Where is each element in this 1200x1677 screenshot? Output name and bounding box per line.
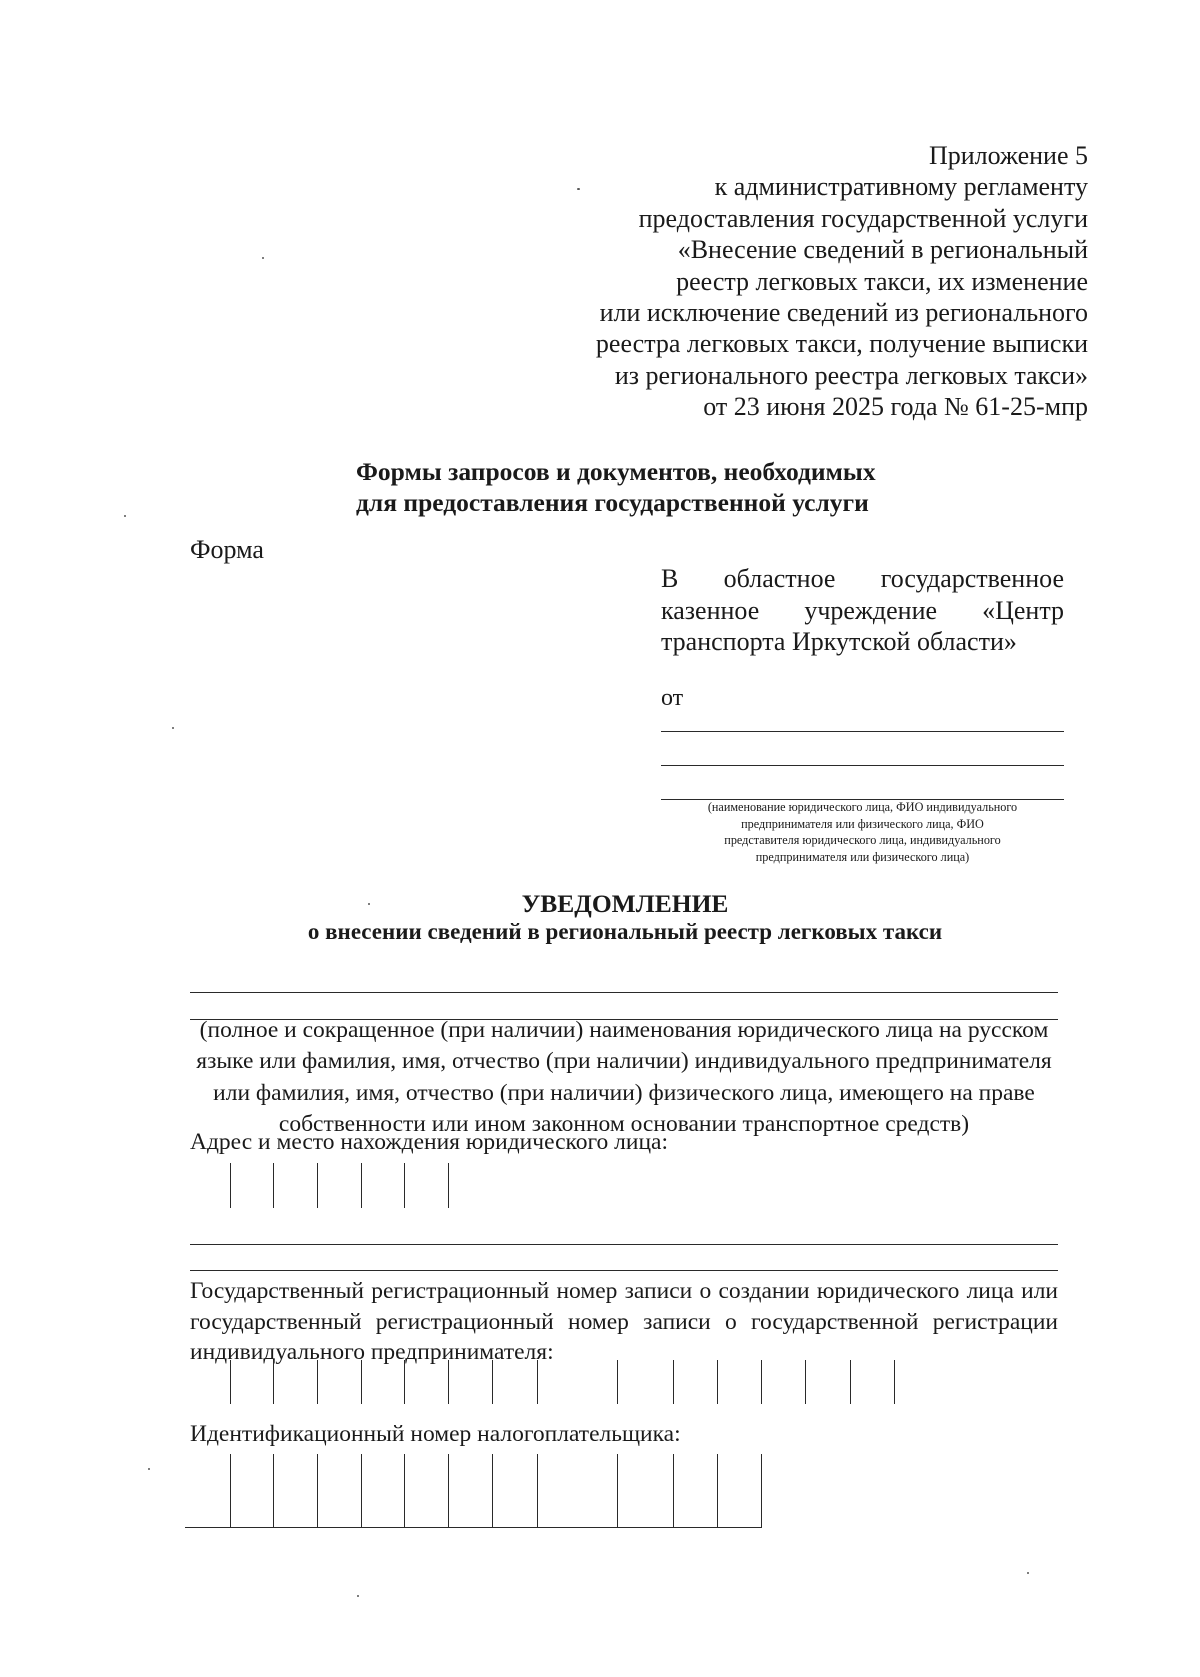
inn-baseline [185,1527,762,1528]
ogrn-label-line: Государственный регистрационный номер записи о создании юридического лица или [190,1278,1058,1304]
applicant-line-1[interactable] [661,731,1064,732]
cell-divider [537,1360,538,1404]
cell-divider [492,1360,493,1404]
ogrn-label [190,1276,1058,1368]
cell-divider [273,1360,274,1404]
cell-divider [317,1163,318,1208]
caption-line: представителя юридического лица, индивидуального [724,833,1001,847]
cell-divider [761,1360,762,1404]
scan-speck [148,1468,150,1470]
cell-divider [361,1360,362,1404]
cell-divider [273,1454,274,1527]
cell-divider [717,1360,718,1404]
cell-divider [230,1454,231,1527]
document-title-line: для предоставления государственной услуги [356,488,869,517]
caption-line: собственности или ином законном основании транспортное средств) [278,1111,970,1138]
address-label: Адрес и место нахождения юридического лица: [190,1129,669,1155]
appendix-line: «Внесение сведений в региональный [677,235,1088,265]
appendix-line: из регионального реестра легковых такси» [614,360,1088,390]
caption-line: языке или фамилия, имя, отчество (при наличии) индивидуального предпринимателя [196,1048,1052,1075]
applicant-caption [661,799,1064,865]
caption-line: предпринимателя или физического лица) [755,849,970,864]
appendix-line: Приложение 5 [928,141,1088,170]
cell-divider [448,1163,449,1208]
scan-speck [262,257,264,259]
cell-divider [317,1454,318,1527]
cell-divider [404,1454,405,1527]
cell-divider [761,1454,762,1527]
cell-divider [673,1360,674,1404]
appendix-header [596,140,1088,423]
cell-divider [404,1163,405,1208]
addressee-line: казенное учреждение «Центр [661,595,1064,625]
cell-divider [448,1360,449,1404]
form-label: Форма [190,535,264,564]
cell-divider [317,1360,318,1404]
cell-divider [537,1454,538,1527]
cell-divider [361,1454,362,1527]
cell-divider [404,1360,405,1404]
scan-speck [1027,1572,1029,1574]
cell-divider [448,1454,449,1527]
document-title [356,456,876,518]
cell-divider [805,1360,806,1404]
cell-divider [617,1360,618,1404]
cell-divider [273,1163,274,1208]
cell-divider [230,1163,231,1208]
address-line-2[interactable] [190,1270,1058,1271]
appendix-line: реестр легковых такси, их изменение [676,266,1088,296]
caption-line: предпринимателя или физического лица, ФИО [741,816,984,831]
cell-divider [717,1454,718,1527]
cell-divider [673,1454,674,1527]
appendix-line: реестра легковых такси, получение выписки [595,329,1088,359]
scan-speck [172,727,174,729]
document-title-line: Формы запросов и документов, необходимых [356,457,876,486]
appendix-line: от 23 июня 2025 года № 61-25-мпр [703,392,1088,422]
appendix-line: к административному регламенту [714,172,1088,202]
ogrn-label-line: государственный регистрационный номер записи о государственной регистрации [190,1308,1058,1335]
name-line-1[interactable] [190,992,1058,993]
addressee-line: транспорта Иркутской области» [661,627,1017,656]
appendix-line: предоставления государственной услуги [638,203,1088,233]
applicant-line-2[interactable] [661,765,1064,766]
addressee-block [661,563,1064,658]
scan-speck [577,188,580,190]
scan-speck [124,515,126,517]
cell-divider [894,1360,895,1404]
appendix-line: или исключение сведений из регионального [599,298,1088,328]
cell-divider [492,1454,493,1527]
address-line-1[interactable] [190,1244,1058,1245]
ogrn-label-line: индивидуального предпринимателя: [190,1339,554,1365]
cell-divider [361,1163,362,1208]
caption-line: (полное и сокращенное (при наличии) наименования юридического лица на русском [199,1017,1049,1043]
cell-divider [230,1360,231,1404]
inn-label: Идентификационный номер налогоплательщика: [190,1421,681,1447]
name-caption [190,1015,1058,1141]
caption-line: (наименование юридического лица, ФИО индивидуального [707,800,1018,814]
notice-title: УВЕДОМЛЕНИЕ [521,889,729,918]
notice-subtitle: о внесении сведений в региональный реестр легковых такси [307,919,943,944]
from-label: от [661,685,684,711]
cell-divider [850,1360,851,1404]
scan-speck [357,1595,359,1597]
caption-line: или фамилия, имя, отчество (при наличии) физического лица, имеющего на праве [213,1079,1035,1106]
cell-divider [617,1454,618,1527]
scan-speck [368,903,370,905]
addressee-line: В областное государственное [661,564,1064,593]
